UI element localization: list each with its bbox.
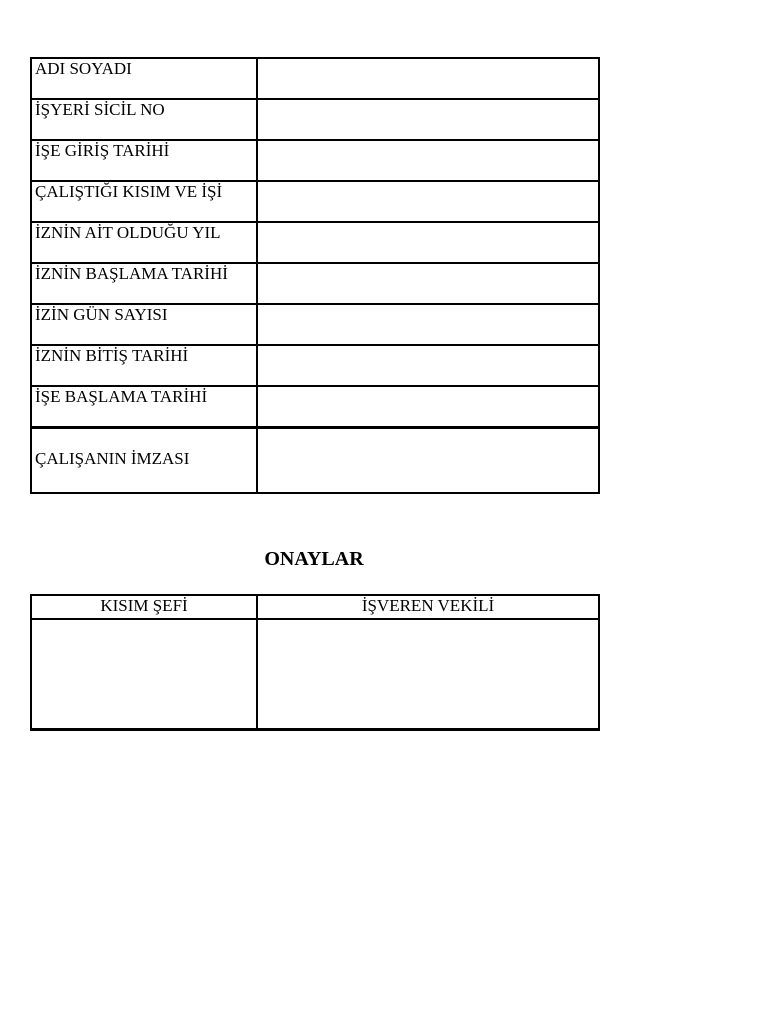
form-row-return-date: [31, 386, 599, 427]
form-value-name: [257, 58, 599, 99]
form-value-employee-signature: [257, 427, 599, 493]
form-label-leave-year: İZNİN AİT OLDUĞU YIL: [31, 222, 257, 263]
form-row-registry-no: [31, 99, 599, 140]
form-label-leave-end: İZNİN BİTİŞ TARİHİ: [31, 345, 257, 386]
form-value-department-job: [257, 181, 599, 222]
form-row-name: [31, 58, 599, 99]
form-value-leave-days: [257, 304, 599, 345]
form-row-leave-start: [31, 263, 599, 304]
form-label-start-date: İŞE GİRİŞ TARİHİ: [31, 140, 257, 181]
form-value-leave-year: [257, 222, 599, 263]
approval-signature-employer-representative: [257, 619, 599, 729]
form-label-department-job: ÇALIŞTIĞI KISIM VE İŞİ: [31, 181, 257, 222]
approvals-signature-row: [31, 619, 599, 729]
form-row-leave-year: [31, 222, 599, 263]
form-row-leave-days: [31, 304, 599, 345]
form-label-return-date: İŞE BAŞLAMA TARİHİ: [31, 386, 257, 427]
form-row-employee-signature: [31, 427, 599, 493]
approvals-heading: ONAYLAR: [264, 548, 364, 570]
form-label-registry-no: İŞYERİ SİCİL NO: [31, 99, 257, 140]
approval-header-section-chief: KISIM ŞEFİ: [31, 595, 257, 619]
leave-request-form-table: [30, 57, 600, 494]
form-value-leave-start: [257, 263, 599, 304]
form-value-return-date: [257, 386, 599, 427]
form-value-leave-end: [257, 345, 599, 386]
form-label-employee-signature: ÇALIŞANIN İMZASI: [31, 427, 257, 493]
form-label-name: ADI SOYADI: [31, 58, 257, 99]
form-value-registry-no: [257, 99, 599, 140]
form-value-start-date: [257, 140, 599, 181]
form-row-start-date: [31, 140, 599, 181]
approval-signature-section-chief: [31, 619, 257, 729]
form-row-leave-end: [31, 345, 599, 386]
approvals-header-row: [31, 595, 599, 619]
form-label-leave-start: İZNİN BAŞLAMA TARİHİ: [31, 263, 257, 304]
approvals-table: [30, 594, 600, 731]
form-label-leave-days: İZİN GÜN SAYISI: [31, 304, 257, 345]
approval-header-employer-representative: İŞVEREN VEKİLİ: [257, 595, 599, 619]
form-row-department-job: [31, 181, 599, 222]
